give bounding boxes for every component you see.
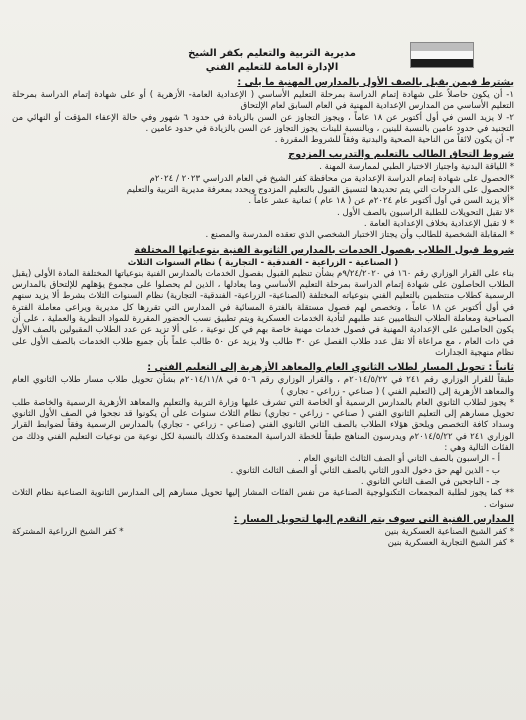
section3-subtitle: ( الصناعية - الزراعية - الفندقية - التجارية ) نظام السنوات الثلاث: [127, 257, 399, 268]
section4-subitem: ** كما يجوز لطلبة المجمعات التكنولوجية الصناعية من نفس الفئات المشار إليها تحويل مسارهم إلى المدارس الثانوية الصناعية نظام الثلاث سنوات .: [12, 488, 514, 510]
section1-title: يشترط فيمن يقبل بالصف الأول بالمدارس المهنية ما يلي :: [237, 77, 514, 88]
section2-item: * المقابلة الشخصية للطالب وأن يجتاز الاختبار الشخصي الذي تعقده المدرسة والمصنع .: [205, 230, 514, 241]
section4-subitem: ب - الذين لهم حق دخول الدور الثاني بالصف الثاني أو الصف الثالث الثانوي .: [230, 465, 500, 476]
section3-title: شروط قبول الطلاب بفصول الخدمات بالمدارس الثانوية الفنية بنوعياتها المختلفة: [134, 244, 514, 256]
section2-title: شروط التحاق الطالب بالتعليم والتدريب المزدوج: [288, 149, 514, 161]
section2-item: *ألا يزيد السن في أول أكتوبر عام ٢٠٢٤م عن ( ١٨ عام ) ثمانية عشر عاماً .: [248, 196, 514, 207]
section4-item: * يجوز لطلاب الثانوي العام بالمدارس الرسمية أو الخاصة التي تشرف عليها وزارة التربية والتعليم والمعاهد الأزهرية الرسمية والخاصة طلب تحويل مسارهم إلى التعليم الثانوي الفني ( صناعي - زراعي - تجاري) نظام الثلاث سنوات على أن يكونوا قد نجحوا في الصف الأول الثانوي وسداد كافة التخصص ويلحق هؤلاء الطلاب بالصف الثاني الثانوي الفني (صناعي - زراعي - تجاري) بالمدارس الرسمية وفقاً لضوابط القرار الوزاري ٢٤١ في ٢٠١٤/٥/٢٢م ويدرسون المناهج طبقاً للخطة الدراسية المعتمدة وكذلك بالنسبة لكل نوعية من نوعيات التعليم الفني وذلك من الفئات التالية وهي :: [12, 397, 515, 454]
section4-subitem: أ - الراسبون بالصف الثاني أو الصف الثالث الثانوي العام .: [298, 454, 500, 465]
section2-item: * لا تقبل الإعدادية بخلاف الإعدادية العامة .: [363, 218, 514, 229]
administration-name: الإدارة العامة للتعليم الفني: [205, 62, 339, 73]
section2-item: * اللياقة البدنية واجتياز الاختبار الطبي لممارسة المهنة .: [319, 162, 514, 173]
letterhead: [12, 8, 514, 74]
school-item: * كفر الشيخ الصناعية العسكرية بنين: [384, 526, 514, 537]
section1-item: ٢- لا يزيد السن في أول أكتوبر عن ١٨ عاماً ، ويجوز التجاوز عن السن بالزيادة في حدود ٦ شهور وفي حالة الإعفاء المؤقت أو النهائي من التجنيد في حدود عامين بالنسبة للبنين ، وبالنسبة للبنات يجوز التجاوز عن السن بالزيادة في حدود عامين .: [12, 112, 514, 134]
section5-title: المدارس الفنية التي سوف يتم التقدم إليها لتحويل المسار :: [233, 513, 514, 525]
section2-item: *لا تقبل التحويلات للطلبة الراسبون بالصف الأول .: [337, 207, 514, 218]
section4-body: طبقاً للقرار الوزاري رقم ٢٤١ في ٢٠١٤/٥/٢٢م ، والقرار الوزاري رقم ٥٠٦ في ٢٠١٤/١١/٨م بشأن تحويل طلاب مسار طلاب الثانوي العام والمعاهد الأزهرية إلى (التعليم الفني ) ( صناعي - زراعي - تجاري ): [12, 375, 515, 397]
section4-subitem: جـ - الناجحين في الصف الثاني الثانوي .: [360, 476, 500, 487]
section2-item: *الحصول على الدرجات التي يتم تحديدها لتنسيق القبول بالتعليم المزدوج ويحدد بمعرفة مديرية التربية والتعليم: [126, 185, 514, 196]
school-item: * كفر الشيخ التجارية العسكرية بنين: [387, 538, 514, 549]
directorate-name: مديرية التربية والتعليم بكفر الشيخ: [188, 48, 356, 59]
section4-title: ثانياً : تحويل المسار لطلاب الثانوي العام والمعاهد الأزهرية إلى التعليم الفني :: [147, 362, 514, 374]
section3-body: بناء على القرار الوزاري رقم ١٦٠ في ٩/٢٤/٢٠٢٠م بشأن تنظيم القبول بفصول الخدمات بالمدارس الفنية بنوعياتها المختلفة المادة الأولى (يقبل الطلاب الحاصلون على شهادة إتمام الدراسة بمرحلة التعليم الأساسي وما يعادلها ، الذين لم يحصلوا على مجموع يؤهلهم للإلتحاق بالمدارس الرسمية كطلاب منتظمين بالتعليم الفني بنوعياته المختلفة (الصناعية- الزراعية- الفندقية- التجارية) نظام السنوات الثلاث بشرط ألا يزيد سنهم في أول أكتوبر عن ١٨ عاماً ، وتخصص لهم فصول مستقلة بالفترة المسائية في المدارس التي تقررها كل مديرية ويراعى معاملة الفترة الصباحية ومعاملة الطلاب النظاميين عند طلبهم لتأدية الخدمات العسكرية ويتم تطبيق نسب الحضور المقررة للمواد النظرية والعملية ، على أن يكون الحاصلين على الإعدادية المهنية في فصول خدمات مهنية خاصة بهم في كل نوعية ، على ألا تزيد عن عدد الطلاب المقبولين بالصف الأول في ذات العام ، مع مراعاة ألا تقل عدد طلاب الفصل عن ٣٠ طالب ولا يزيد عن ٥٠ طالب علماً بأن جميع طلاب الخدمات بالصف الأول على نظام منهجية الجدارات: [12, 268, 514, 358]
section1-item: ٣- أن يكون لائقاً من الناحية الصحية والبدنية وفقاً للشروط المقررة .: [274, 135, 514, 146]
schools-row: [12, 527, 514, 538]
section1-item: ١- أن يكون حاصلاً على شهادة إتمام الدراسة بمرحلة التعليم الأساسي ( الإعدادية العامة- الأزهرية ) أو على شهادة إتمام الدراسة بمرحلة التعليم الأساسي من المدارس الإعدادية المهنية في العام السابق لعام الإلتحاق: [12, 90, 514, 112]
school-item: * كفر الشيخ الزراعية المشتركة: [12, 526, 124, 537]
section2-item: *الحصول على شهادة إتمام الدراسة الإعدادية من محافظة كفر الشيخ في العام الدراسي ٢٠٢٣ / ٢٠٢٤م: [149, 173, 514, 184]
egypt-flag-icon: [410, 42, 474, 68]
